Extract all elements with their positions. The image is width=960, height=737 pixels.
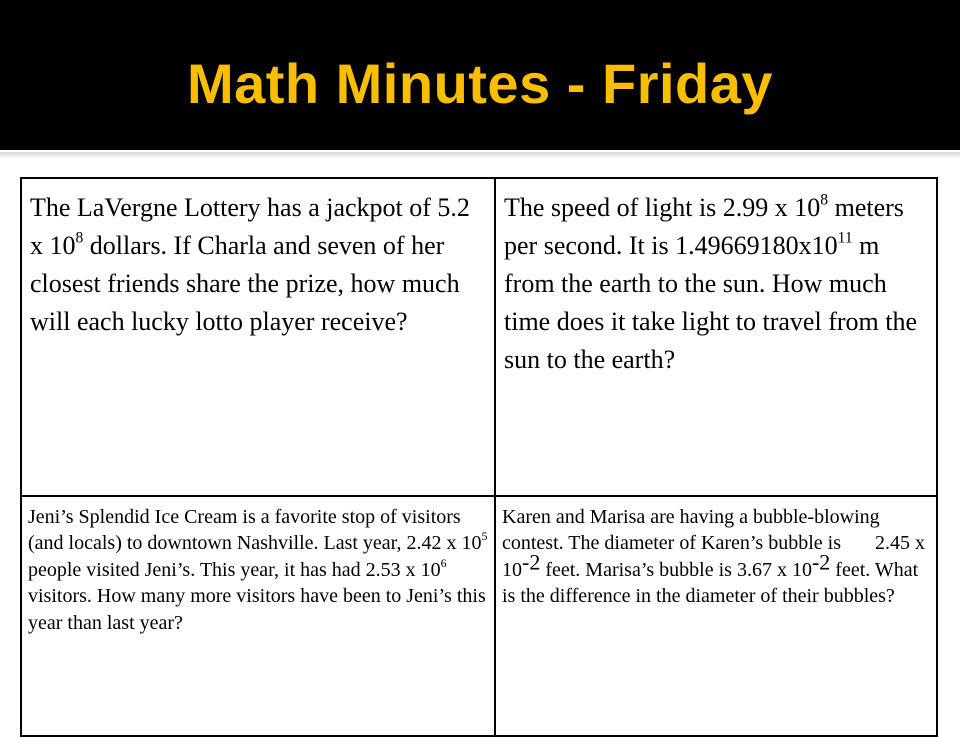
exponent: 8 (820, 191, 829, 209)
problem-cell-icecream (21, 496, 495, 736)
problem-text: m from the earth to the sun. How much time does it take light to travel from the sun to the earth? (504, 231, 918, 374)
problem-text: visitors. How many more visitors have been to Jeni’s this year than last year? (28, 585, 486, 634)
exponent: 6 (440, 555, 447, 570)
problems-table (20, 177, 938, 737)
exponent: 8 (75, 229, 84, 247)
exponent: 11 (837, 229, 853, 247)
problem-text: The LaVergne Lottery has a jackpot of 5.2 x 10 (30, 193, 470, 260)
table-row (21, 178, 937, 496)
problem-text: dollars. If Charla and seven of her closest friends share the prize, how much will each lucky lotto player receive? (30, 231, 460, 336)
exponent: -2 (522, 549, 541, 575)
problem-cell-light (495, 178, 937, 496)
title-divider (0, 152, 960, 157)
problem-cell-lottery (21, 178, 495, 496)
exponent: -2 (811, 549, 831, 575)
problem-text: feet. What is the difference in the diameter of their bubbles? (502, 558, 919, 608)
problem-text: The speed of light is 2.99 x 10 (504, 193, 821, 222)
problem-cell-bubbles (495, 496, 937, 736)
problem-text: Jeni’s Splendid Ice Cream is a favorite stop of visitors (and locals) to downtown Nashville. Last year, 2.42 x 10 (28, 506, 482, 555)
exponent: 5 (481, 529, 488, 544)
table-row (21, 496, 937, 736)
problem-text: Karen and Marisa are having a bubble-blowing contest. The diameter of Karen’s bubble is (502, 506, 880, 555)
problem-text: people visited Jeni’s. This year, it has had 2.53 x 10 (28, 558, 441, 581)
problem-text: 2.45 x 10 (502, 532, 925, 581)
page-title: Math Minutes - Friday (186, 52, 774, 115)
problem-text: meters per second. It is 1.49669180x10 (504, 193, 904, 260)
problem-text: feet. Marisa’s bubble is 3.67 x 10 (540, 558, 812, 581)
